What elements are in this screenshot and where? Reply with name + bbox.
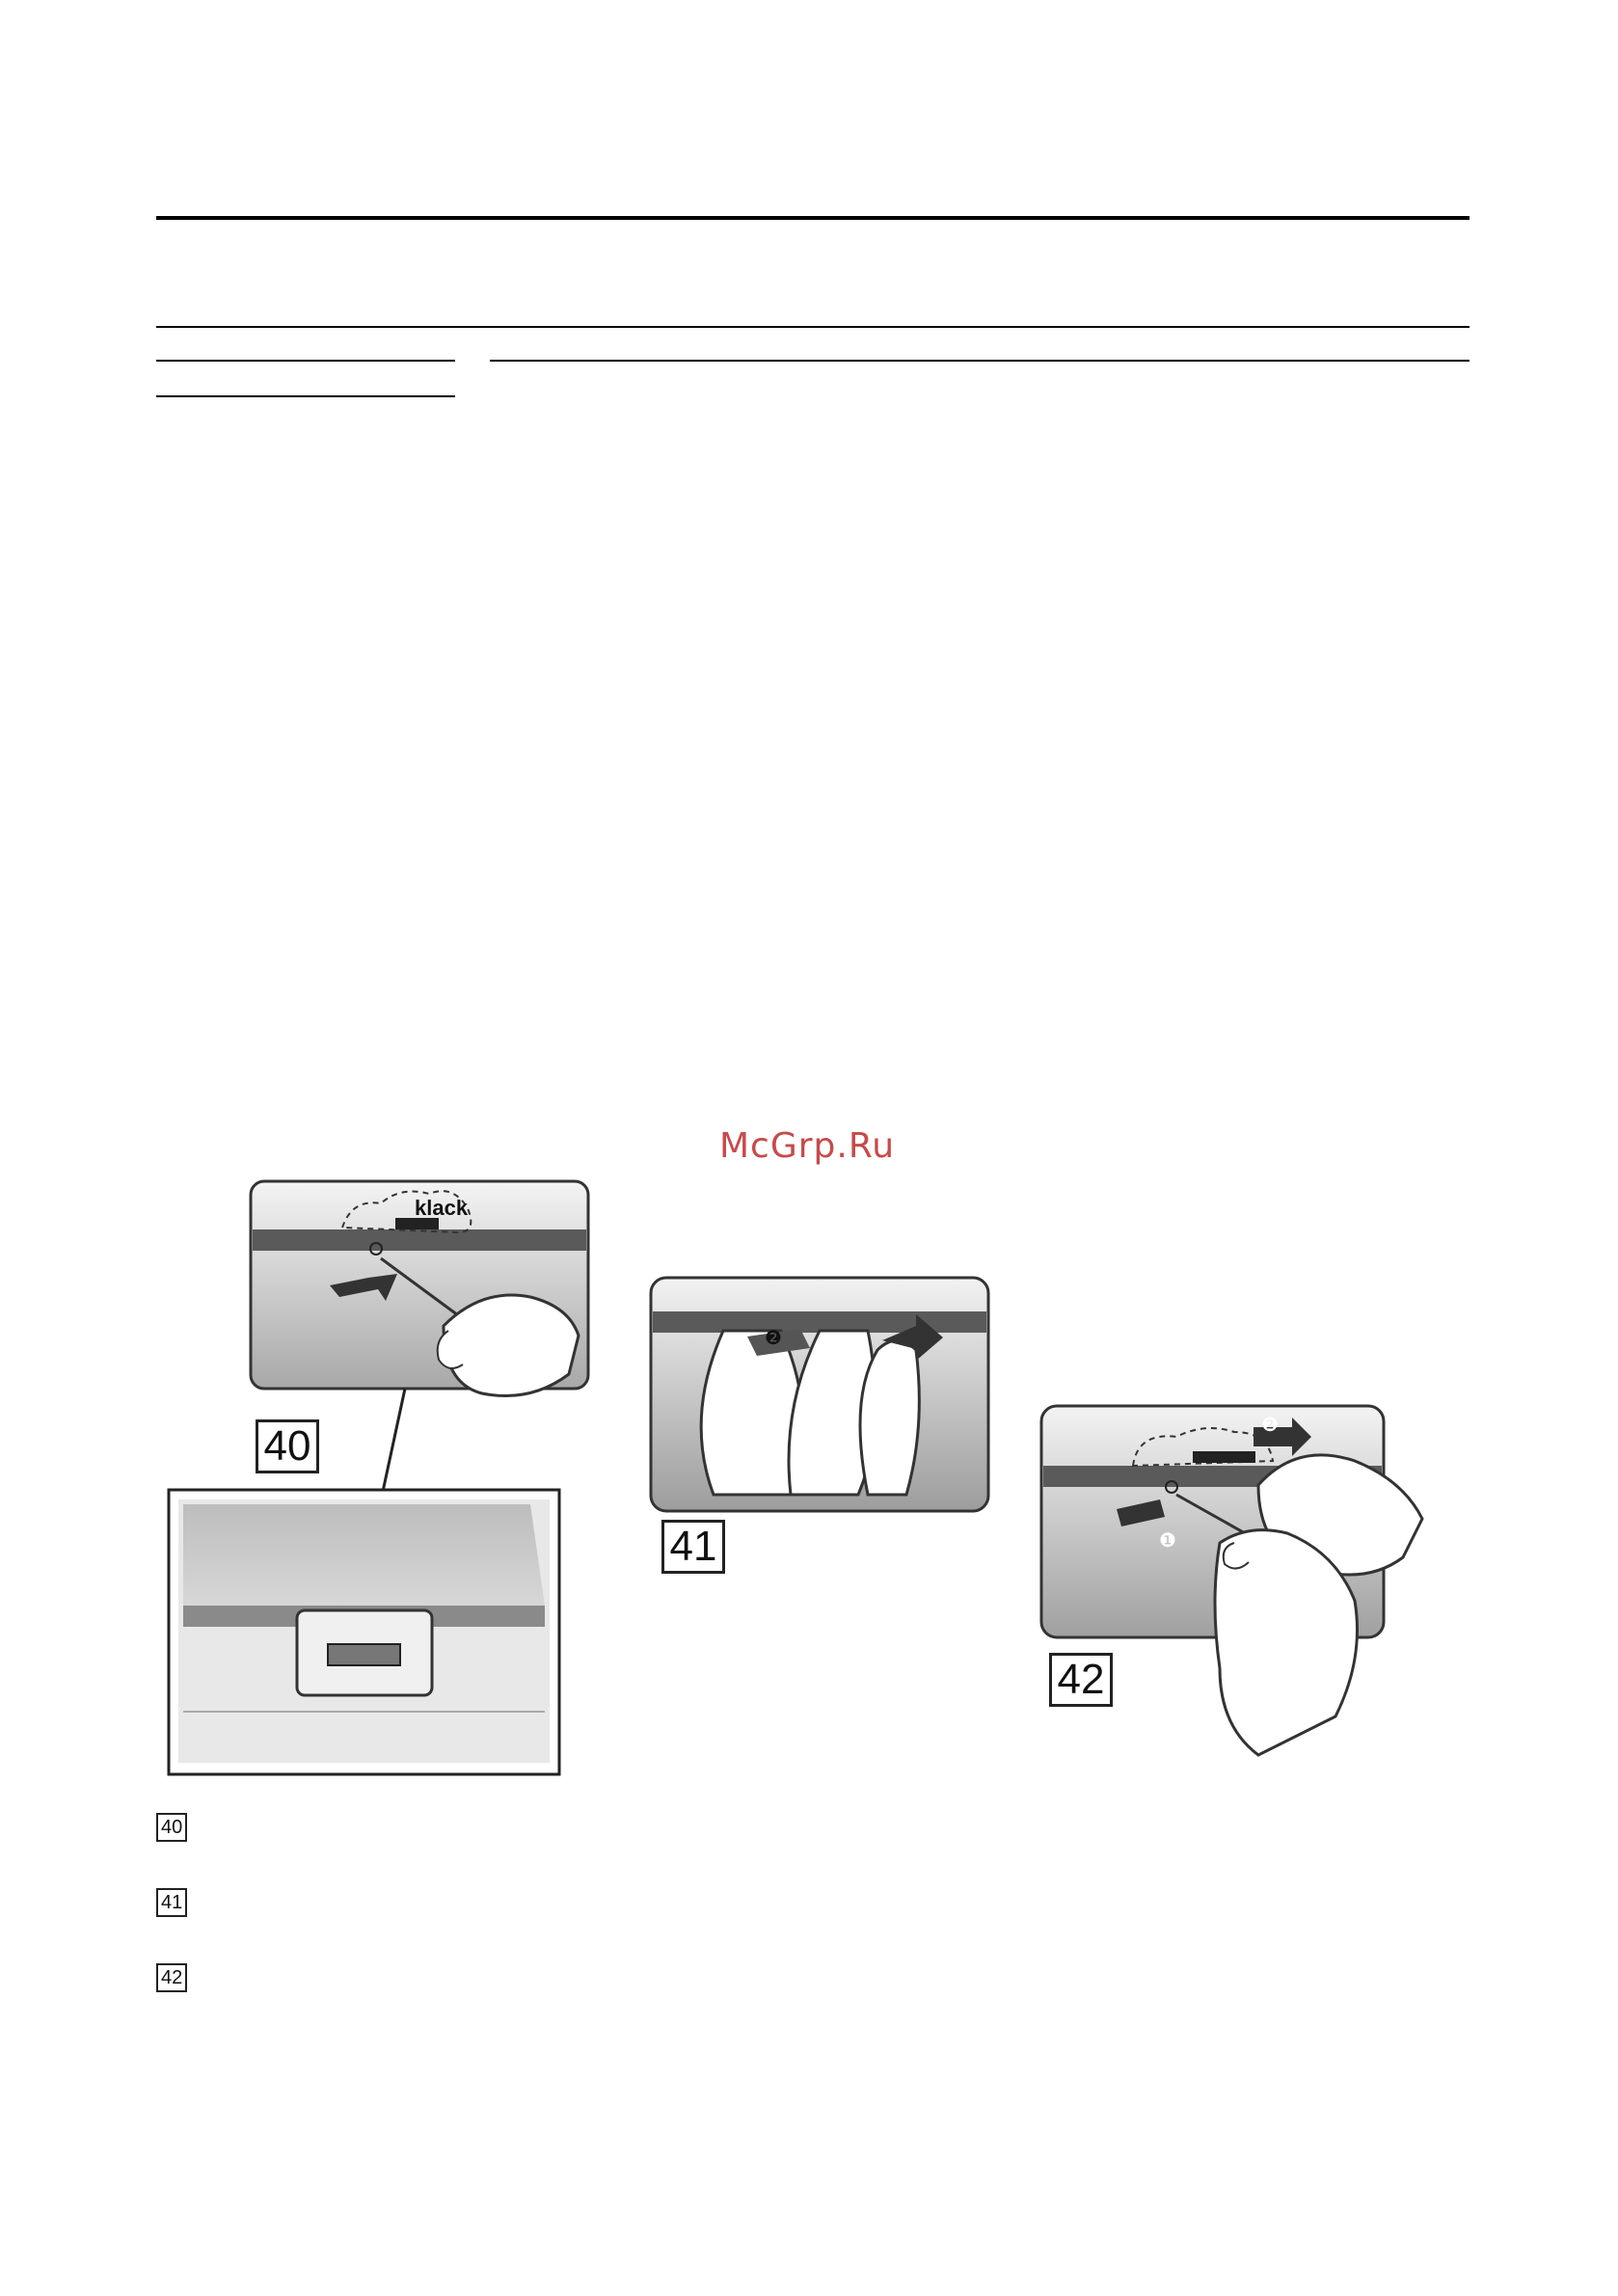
caption-40 — [156, 1813, 187, 1842]
header-rule-top — [156, 216, 1470, 220]
figure-40-klack-callout: klack — [415, 1196, 469, 1220]
figure-41-step-2: ❷ — [765, 1328, 782, 1349]
figure-42-label: 42 — [1049, 1653, 1113, 1707]
header-rule-mid — [156, 326, 1470, 328]
figure-41-label: 41 — [661, 1520, 725, 1574]
figure-42-step-2: ❷ — [1261, 1415, 1279, 1436]
caption-42-marker: 42 — [156, 1963, 187, 1992]
figure-41-illustration — [646, 1273, 993, 1524]
figure-42-illustration — [1037, 1398, 1451, 1774]
figure-40-label: 40 — [256, 1419, 319, 1473]
subheader-rule-left-2 — [156, 395, 455, 397]
figure-42-step-1: ❶ — [1159, 1530, 1176, 1552]
subheader-rule-left-1 — [156, 360, 455, 362]
watermark-text: McGrp.Ru — [719, 1126, 896, 1166]
figure-41-step-1: ❶ — [895, 1345, 912, 1366]
subheader-rule-right — [490, 360, 1470, 362]
caption-41 — [156, 1888, 187, 1917]
caption-42 — [156, 1963, 187, 1992]
figure-40-illustration — [154, 1172, 617, 1779]
caption-40-marker: 40 — [156, 1813, 187, 1842]
caption-41-marker: 41 — [156, 1888, 187, 1917]
